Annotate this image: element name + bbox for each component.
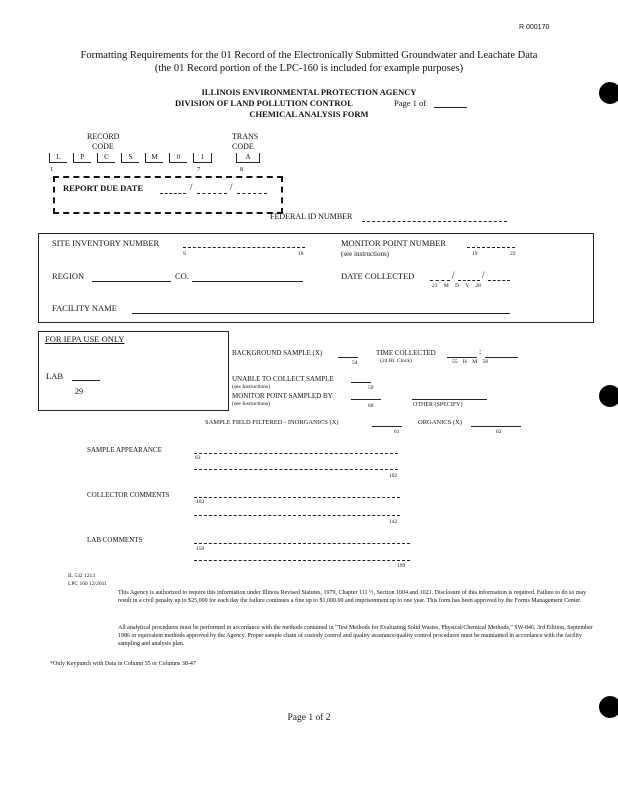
report-due-label: REPORT DUE DATE [63, 183, 144, 193]
record-code-cell: 1 [193, 153, 212, 163]
lab-comments-col-start: 150 [196, 546, 205, 552]
procedures-notice: All analytical procedures must be performed in accordance with the methods contained in "Test Methods for Evaluating Solid Wastes, Physical/Chemical Methods," SW-846, 3rd Edition, September 1986 or equivalent methods approved by the Agency. Proper sample chain of custody control and quality assurance/quality control procedures must be maintained in accordance with the facility sampling and analysis plan. [118, 625, 593, 647]
sample-appearance-col-end: 102 [389, 473, 398, 479]
record-code-col-start: 1 [50, 166, 54, 173]
lab-comments-line-2[interactable] [194, 560, 410, 561]
sample-appearance-line-2[interactable] [194, 469, 398, 470]
record-code-label-2: CODE [92, 142, 114, 151]
unable-to-collect-label: UNABLE TO COLLECT SAMPLE [232, 375, 334, 383]
facility-name-label: FACILITY NAME [52, 303, 117, 313]
lab-col: 29 [75, 387, 83, 396]
unable-to-collect-col: 59 [368, 385, 374, 391]
collector-comments-line-2[interactable] [194, 515, 400, 516]
region-field[interactable] [92, 281, 171, 282]
authority-notice: This Agency is authorized to require this information under Illinois Revised Statutes, 1979, Chapter 111 ½, Section 1004 and 1021. Disclosure of this information is required. Failure to do so may result in a civil penalty up to $25,000 for each day the failure continues a fine up to $1,000.00 and imprisonment up to one year. This form has been approved by the Forms Management Center. [118, 590, 587, 604]
sample-appearance-label: SAMPLE APPEARANCE [87, 446, 162, 454]
sample-appearance-col-start: 63 [195, 455, 201, 461]
record-code-cell: P [73, 153, 91, 163]
date-collected-day-field[interactable] [458, 280, 480, 281]
lab-comments-line-1[interactable] [194, 543, 410, 544]
record-code-label-1: RECORD [87, 132, 120, 141]
record-code-cells [49, 153, 219, 165]
site-inventory-col-end: 18 [298, 251, 304, 257]
collector-comments-label: COLLECTOR COMMENTS [87, 491, 170, 499]
region-label: REGION [52, 271, 85, 281]
time-collected-cols: 55 H M 58 [452, 359, 488, 365]
page-of-total-field[interactable] [434, 107, 467, 108]
unable-to-collect-see-instructions: (see Instructions) [232, 384, 271, 390]
page-footer: Page 1 of 2 [287, 713, 331, 723]
field-filtered-col: 61 [394, 429, 400, 435]
monitor-point-col-start: 19 [472, 251, 478, 257]
record-code-cell: L [49, 153, 67, 163]
background-sample-label: BACKGROUND SAMPLE (X) [232, 349, 323, 357]
report-due-box [53, 176, 283, 214]
field-filtered-inorganics-field[interactable] [372, 426, 402, 427]
division-name: DIVISION OF LAND POLLUTION CONTROL [175, 98, 353, 108]
monitor-point-label: MONITOR POINT NUMBER [341, 238, 447, 248]
record-code-cell: 0 [169, 153, 187, 163]
monitor-point-col-end: 22 [510, 251, 516, 257]
date-collected-year-field[interactable] [488, 280, 510, 281]
iepa-use-only-title: FOR IEPA USE ONLY [45, 334, 125, 344]
form-number-2: LPC 160 12/2011 [68, 581, 107, 587]
lab-label: LAB [46, 371, 63, 381]
facility-name-field[interactable] [132, 313, 510, 314]
site-inventory-col-start: 9 [183, 251, 186, 257]
keypunch-footnote: *Only Keypunch with Data in Column 35 or Columns 38-47 [50, 661, 196, 667]
sampled-by-label: MONITOR POINT SAMPLED BY [232, 392, 333, 400]
sample-appearance-line-1[interactable] [194, 453, 398, 454]
monitor-point-field[interactable] [467, 247, 515, 248]
federal-id-label: FEDERAL ID NUMBER [270, 212, 353, 221]
other-specify-field[interactable] [412, 399, 487, 400]
date-collected-month-field[interactable] [430, 280, 450, 281]
organics-label: ORGANICS (X) [418, 419, 462, 426]
collector-comments-col-start: 103 [196, 499, 205, 505]
report-due-year-field[interactable] [237, 193, 267, 194]
trans-code-label-2: CODE [232, 142, 254, 151]
sampled-by-field[interactable] [351, 399, 381, 400]
record-code-col-end: 7 [197, 166, 201, 173]
trans-code-cell: A [236, 153, 260, 163]
collector-comments-col-end: 142 [389, 519, 398, 525]
date-slash: / [452, 270, 455, 280]
organics-col: 62 [496, 429, 502, 435]
lab-field[interactable] [72, 380, 100, 381]
heading-line-2: (the 01 Record portion of the LPC-160 is included for example purposes) [154, 63, 464, 74]
sampled-by-see-instructions: (see Instructions) [232, 401, 271, 407]
time-collected-hour-field[interactable] [447, 357, 477, 358]
binder-hole-middle [599, 385, 618, 407]
time-colon: : [479, 347, 482, 356]
date-slash: / [482, 270, 485, 280]
date-slash: / [230, 182, 233, 192]
sampled-by-col: 60 [368, 403, 374, 409]
unable-to-collect-field[interactable] [351, 382, 371, 383]
monitor-point-see-instructions: (see instructions) [341, 250, 390, 258]
report-due-day-field[interactable] [197, 193, 227, 194]
record-code-cell: M [145, 153, 163, 163]
trans-code-col: 8 [240, 166, 244, 173]
date-collected-cols: 23 M D Y 28 [432, 283, 481, 289]
field-filtered-label: SAMPLE FIELD FILTERED - INORGANICS (X) [205, 419, 339, 426]
report-due-month-field[interactable] [160, 193, 186, 194]
federal-id-field[interactable] [362, 221, 507, 222]
record-code-cell: C [97, 153, 115, 163]
county-label: CO. [175, 271, 189, 281]
other-specify-label: OTHER (SPECIFY) [413, 402, 463, 408]
agency-name: ILLINOIS ENVIRONMENTAL PROTECTION AGENCY [201, 87, 417, 97]
site-inventory-field[interactable] [183, 247, 305, 248]
background-sample-col: 54 [352, 360, 358, 366]
form-number-1: IL 532 1213 [68, 573, 95, 579]
record-code-cell: S [121, 153, 139, 163]
document-id: R 000170 [519, 24, 550, 31]
organics-field[interactable] [471, 426, 521, 427]
date-collected-label: DATE COLLECTED [341, 271, 415, 281]
county-field[interactable] [192, 281, 303, 282]
form-name: CHEMICAL ANALYSIS FORM [249, 109, 369, 119]
date-slash: / [190, 182, 193, 192]
trans-code-label-1: TRANS [232, 132, 259, 141]
page-of-label: Page 1 of [394, 98, 427, 108]
time-collected-minute-field[interactable] [485, 357, 518, 358]
heading-line-1: Formatting Requirements for the 01 Record of the Electronically Submitted Groundwater and Leachate Data [80, 50, 538, 61]
collector-comments-line-1[interactable] [194, 497, 400, 498]
lab-comments-label: LAB COMMENTS [87, 536, 143, 544]
site-inventory-label: SITE INVENTORY NUMBER [52, 238, 160, 248]
background-sample-field[interactable] [338, 357, 358, 358]
clock-note: (24 Hr. Clock) [380, 358, 412, 364]
time-collected-label: TIME COLLECTED [376, 349, 436, 357]
lab-comments-col-end: 199 [397, 563, 406, 569]
